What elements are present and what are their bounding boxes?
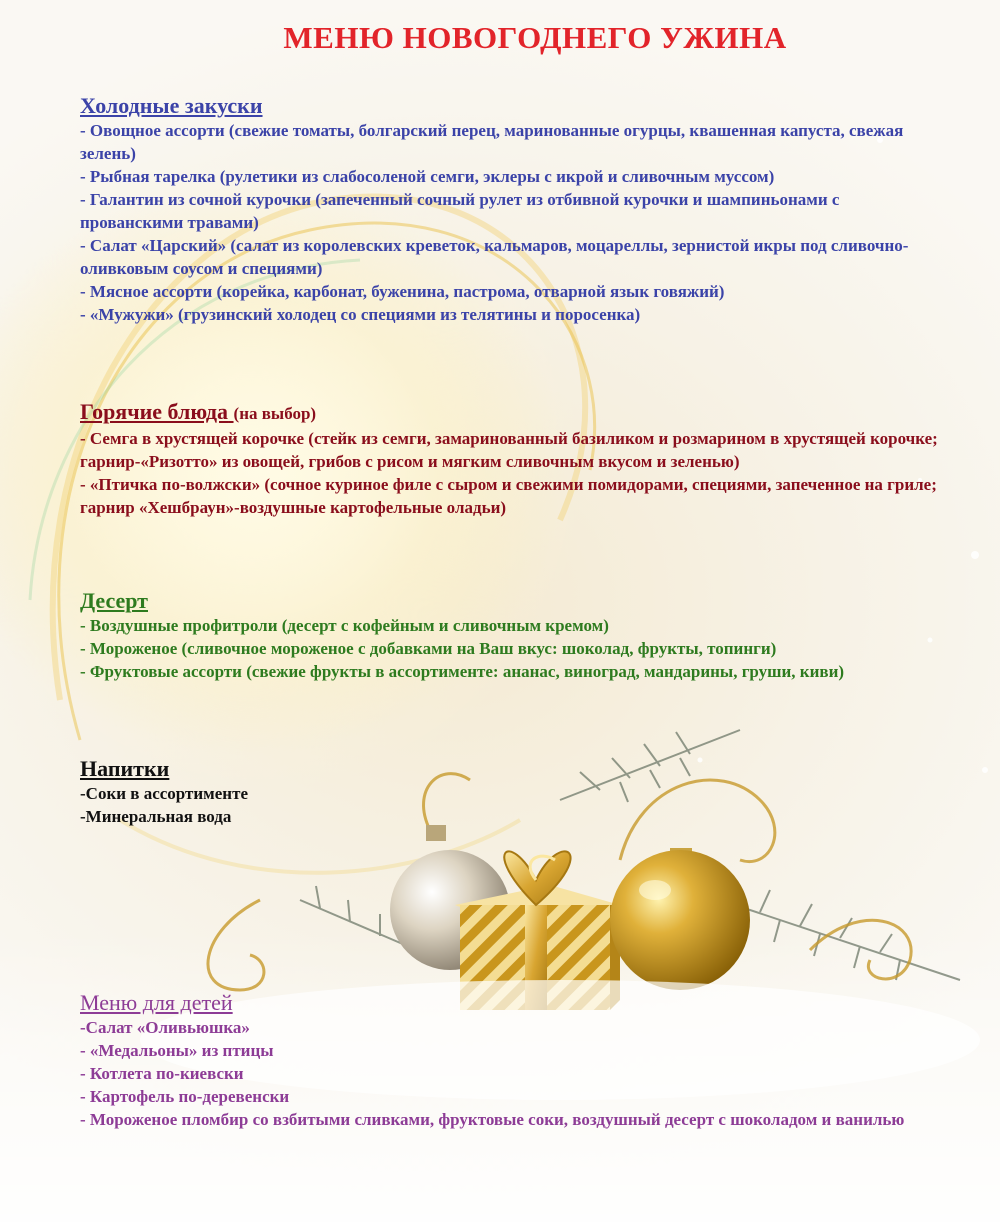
menu-item: - Галантин из сочной курочки (запеченный сочный рулет из отбивной курочки и шампиньонами с прованскими травами) bbox=[80, 190, 840, 232]
section-heading-hot-title: Горячие блюда bbox=[80, 399, 229, 424]
menu-item: - «Медальоны» из птицы bbox=[80, 1041, 274, 1060]
section-heading-hot bbox=[80, 399, 940, 427]
menu-item: - Семга в хрустящей корочке (стейк из семги, замаринованный базиликом и розмарином в хрустящей корочке; гарнир-«Ризотто» из овощей, грибов с рисом и мягким сливочным вкусом и зеленью) bbox=[80, 429, 938, 471]
menu-item: - Мороженое пломбир со взбитыми сливками, фруктовые соки, воздушный десерт с шоколадом и ванилью bbox=[80, 1110, 905, 1129]
menu-item: -Салат «Оливьюшка» bbox=[80, 1018, 250, 1037]
section-dessert bbox=[80, 588, 940, 683]
section-heading-kids: Меню для детей bbox=[80, 990, 233, 1015]
menu-item: - Картофель по-деревенски bbox=[80, 1087, 290, 1106]
section-heading-hot-note: (на выбор) bbox=[233, 404, 317, 423]
section-heading-cold: Холодные закуски bbox=[80, 93, 263, 118]
menu-item: - Мясное ассорти (корейка, карбонат, буженина, пастрома, отварной язык говяжий) bbox=[80, 282, 725, 301]
page-title: МЕНЮ НОВОГОДНЕГО УЖИНА bbox=[283, 20, 787, 55]
section-drinks bbox=[80, 756, 940, 828]
menu-item: - Салат «Царский» (салат из королевских креветок, кальмаров, моцареллы, зернистой икры под сливочно-оливковым соусом и специями) bbox=[80, 236, 909, 278]
section-cold-appetizers bbox=[80, 93, 940, 326]
menu-item: -Соки в ассортименте bbox=[80, 784, 248, 803]
section-hot-dishes bbox=[80, 399, 940, 519]
section-kids-menu bbox=[80, 990, 940, 1131]
section-heading-dessert: Десерт bbox=[80, 588, 148, 613]
menu-item: - «Мужужи» (грузинский холодец со специями из телятины и поросенка) bbox=[80, 305, 641, 324]
section-heading-drinks: Напитки bbox=[80, 756, 170, 781]
menu-item: - Овощное ассорти (свежие томаты, болгарский перец, маринованные огурцы, квашенная капуста, свежая зелень) bbox=[80, 121, 904, 163]
menu-item: - Котлета по-киевски bbox=[80, 1064, 244, 1083]
menu-item: - Рыбная тарелка (рулетики из слабосоленой семги, эклеры с икрой и сливочным муссом) bbox=[80, 167, 775, 186]
menu-item: - Воздушные профитроли (десерт с кофейным и сливочным кремом) bbox=[80, 616, 609, 635]
menu-item: - Мороженое (сливочное мороженое с добавками на Ваш вкус: шоколад, фрукты, топинги) bbox=[80, 639, 777, 658]
menu-item: - Фруктовые ассорти (свежие фрукты в ассортименте: ананас, виноград, мандарины, груши, киви) bbox=[80, 662, 845, 681]
menu-item: - «Птичка по-волжски» (сочное куриное филе с сыром и свежими помидорами, специями, запеченное на гриле; гарнир «Хешбраун»-воздушные картофельные оладьи) bbox=[80, 475, 937, 517]
menu-item: -Минеральная вода bbox=[80, 807, 232, 826]
